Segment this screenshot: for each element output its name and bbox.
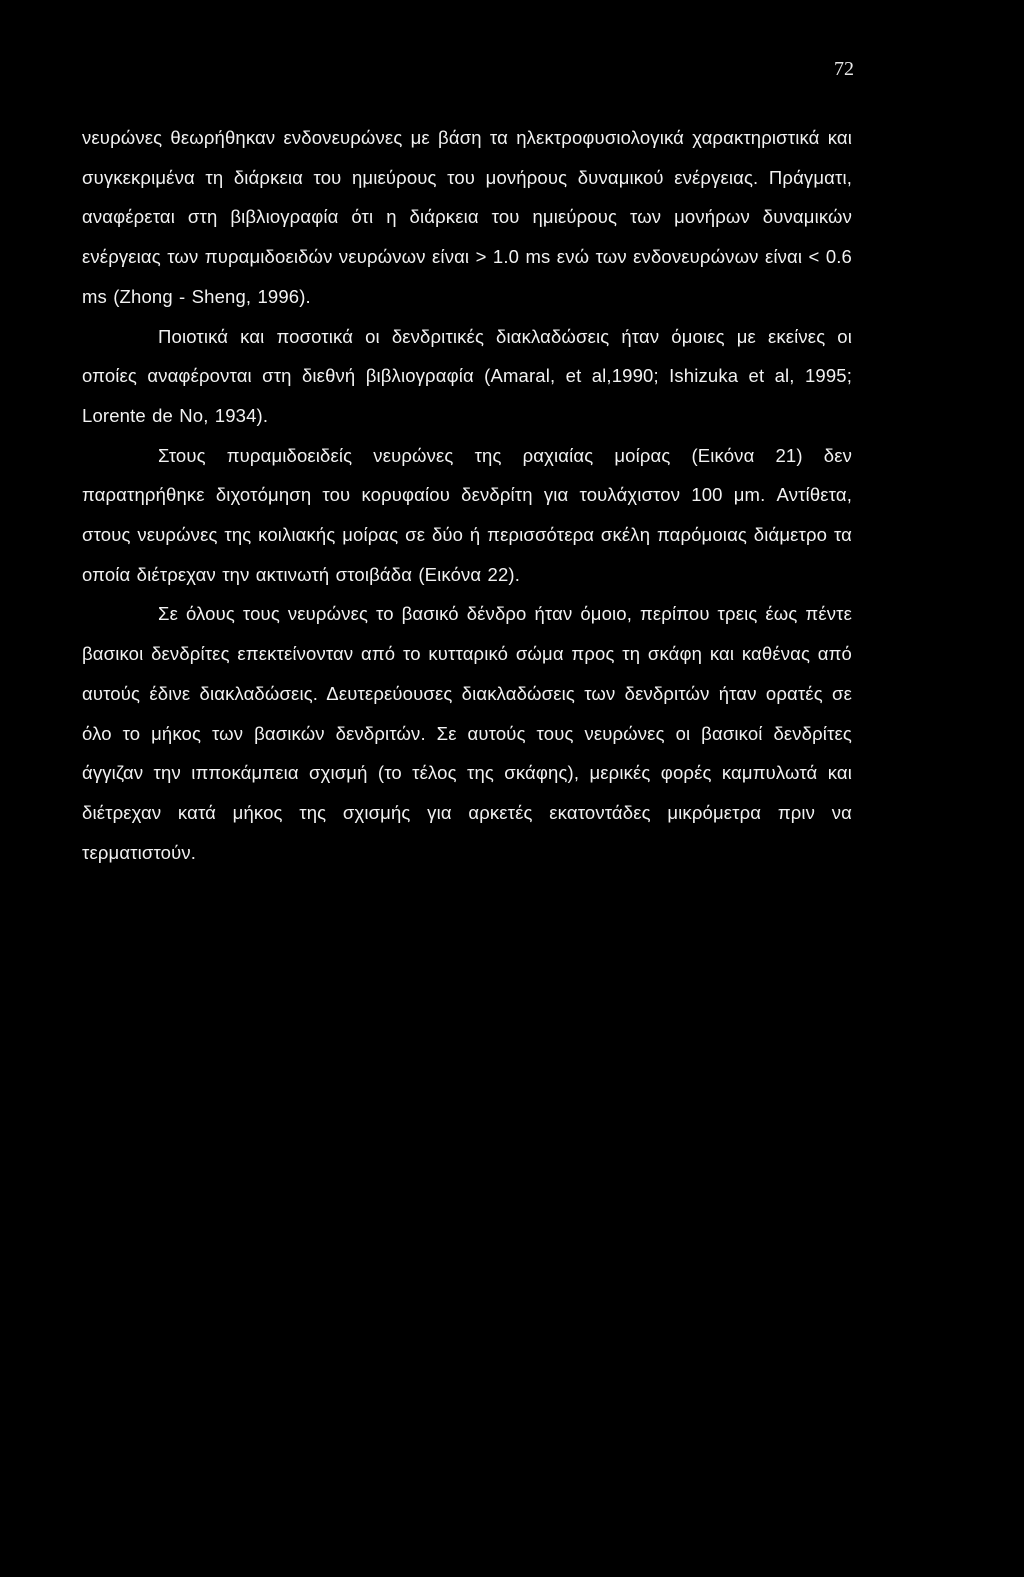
paragraph-1: νευρώνες θεωρήθηκαν ενδονευρώνες με βάση τα ηλεκτροφυσιολογικά χαρακτηριστικά και συγκεκριμένα τη διάρκεια του ημιεύρους του μονήρους δυναμικού ενέργειας. Πράγματι, αναφέρεται στη βιβλιογραφία ότι η διάρκεια του ημιεύρους των μονήρων δυναμικών ενέργειας των πυραμιδοειδών νευρώνων είναι > 1.0 ms ενώ των ενδονευρώνων είναι < 0.6 ms (Zhong - Sheng, 1996). [82, 127, 852, 307]
paragraph-3: Στους πυραμιδοειδείς νευρώνες της ραχιαίας μοίρας (Εικόνα 21) δεν παρατηρήθηκε διχοτόμηση του κορυφαίου δενδρίτη για τουλάχιστον 100 μm. Αντίθετα, στους νευρώνες της κοιλιακής μοίρας σε δύο ή περισσότερα σκέλη παρόμοιας διάμετρο τα οποία διέτρεχαν την ακτινωτή στοιβάδα (Εικόνα 22). [82, 444, 852, 585]
page-number: 72 [834, 58, 854, 80]
body-text [82, 118, 852, 872]
paragraph-2: Ποιοτικά και ποσοτικά οι δενδριτικές διακλαδώσεις ήταν όμοιες με εκείνες οι οποίες αναφέρονται στη διεθνή βιβλιογραφία (Amaral, et al,1990; Ishizuka et al, 1995; Lorente de No, 1934). [82, 325, 852, 426]
paragraph-4: Σε όλους τους νευρώνες το βασικό δένδρο ήταν όμοιο, περίπου τρεις έως πέντε βασικοι δενδρίτες επεκτείνονταν από το κυτταρικό σώμα προς τη σκάφη και καθένας από αυτούς έδινε διακλαδώσεις. Δευτερεύουσες διακλαδώσεις των δενδριτών ήταν ορατές σε όλο το μήκος των βασικών δενδριτών. Σε αυτούς τους νευρώνες οι βασικοί δενδρίτες άγγιζαν την ιπποκάμπεια σχισμή (το τέλος της σκάφης), μερικές φορές καμπυλωτά και διέτρεχαν κατά μήκος της σχισμής για αρκετές εκατοντάδες μικρόμετρα πριν να τερματιστούν. [82, 603, 852, 863]
